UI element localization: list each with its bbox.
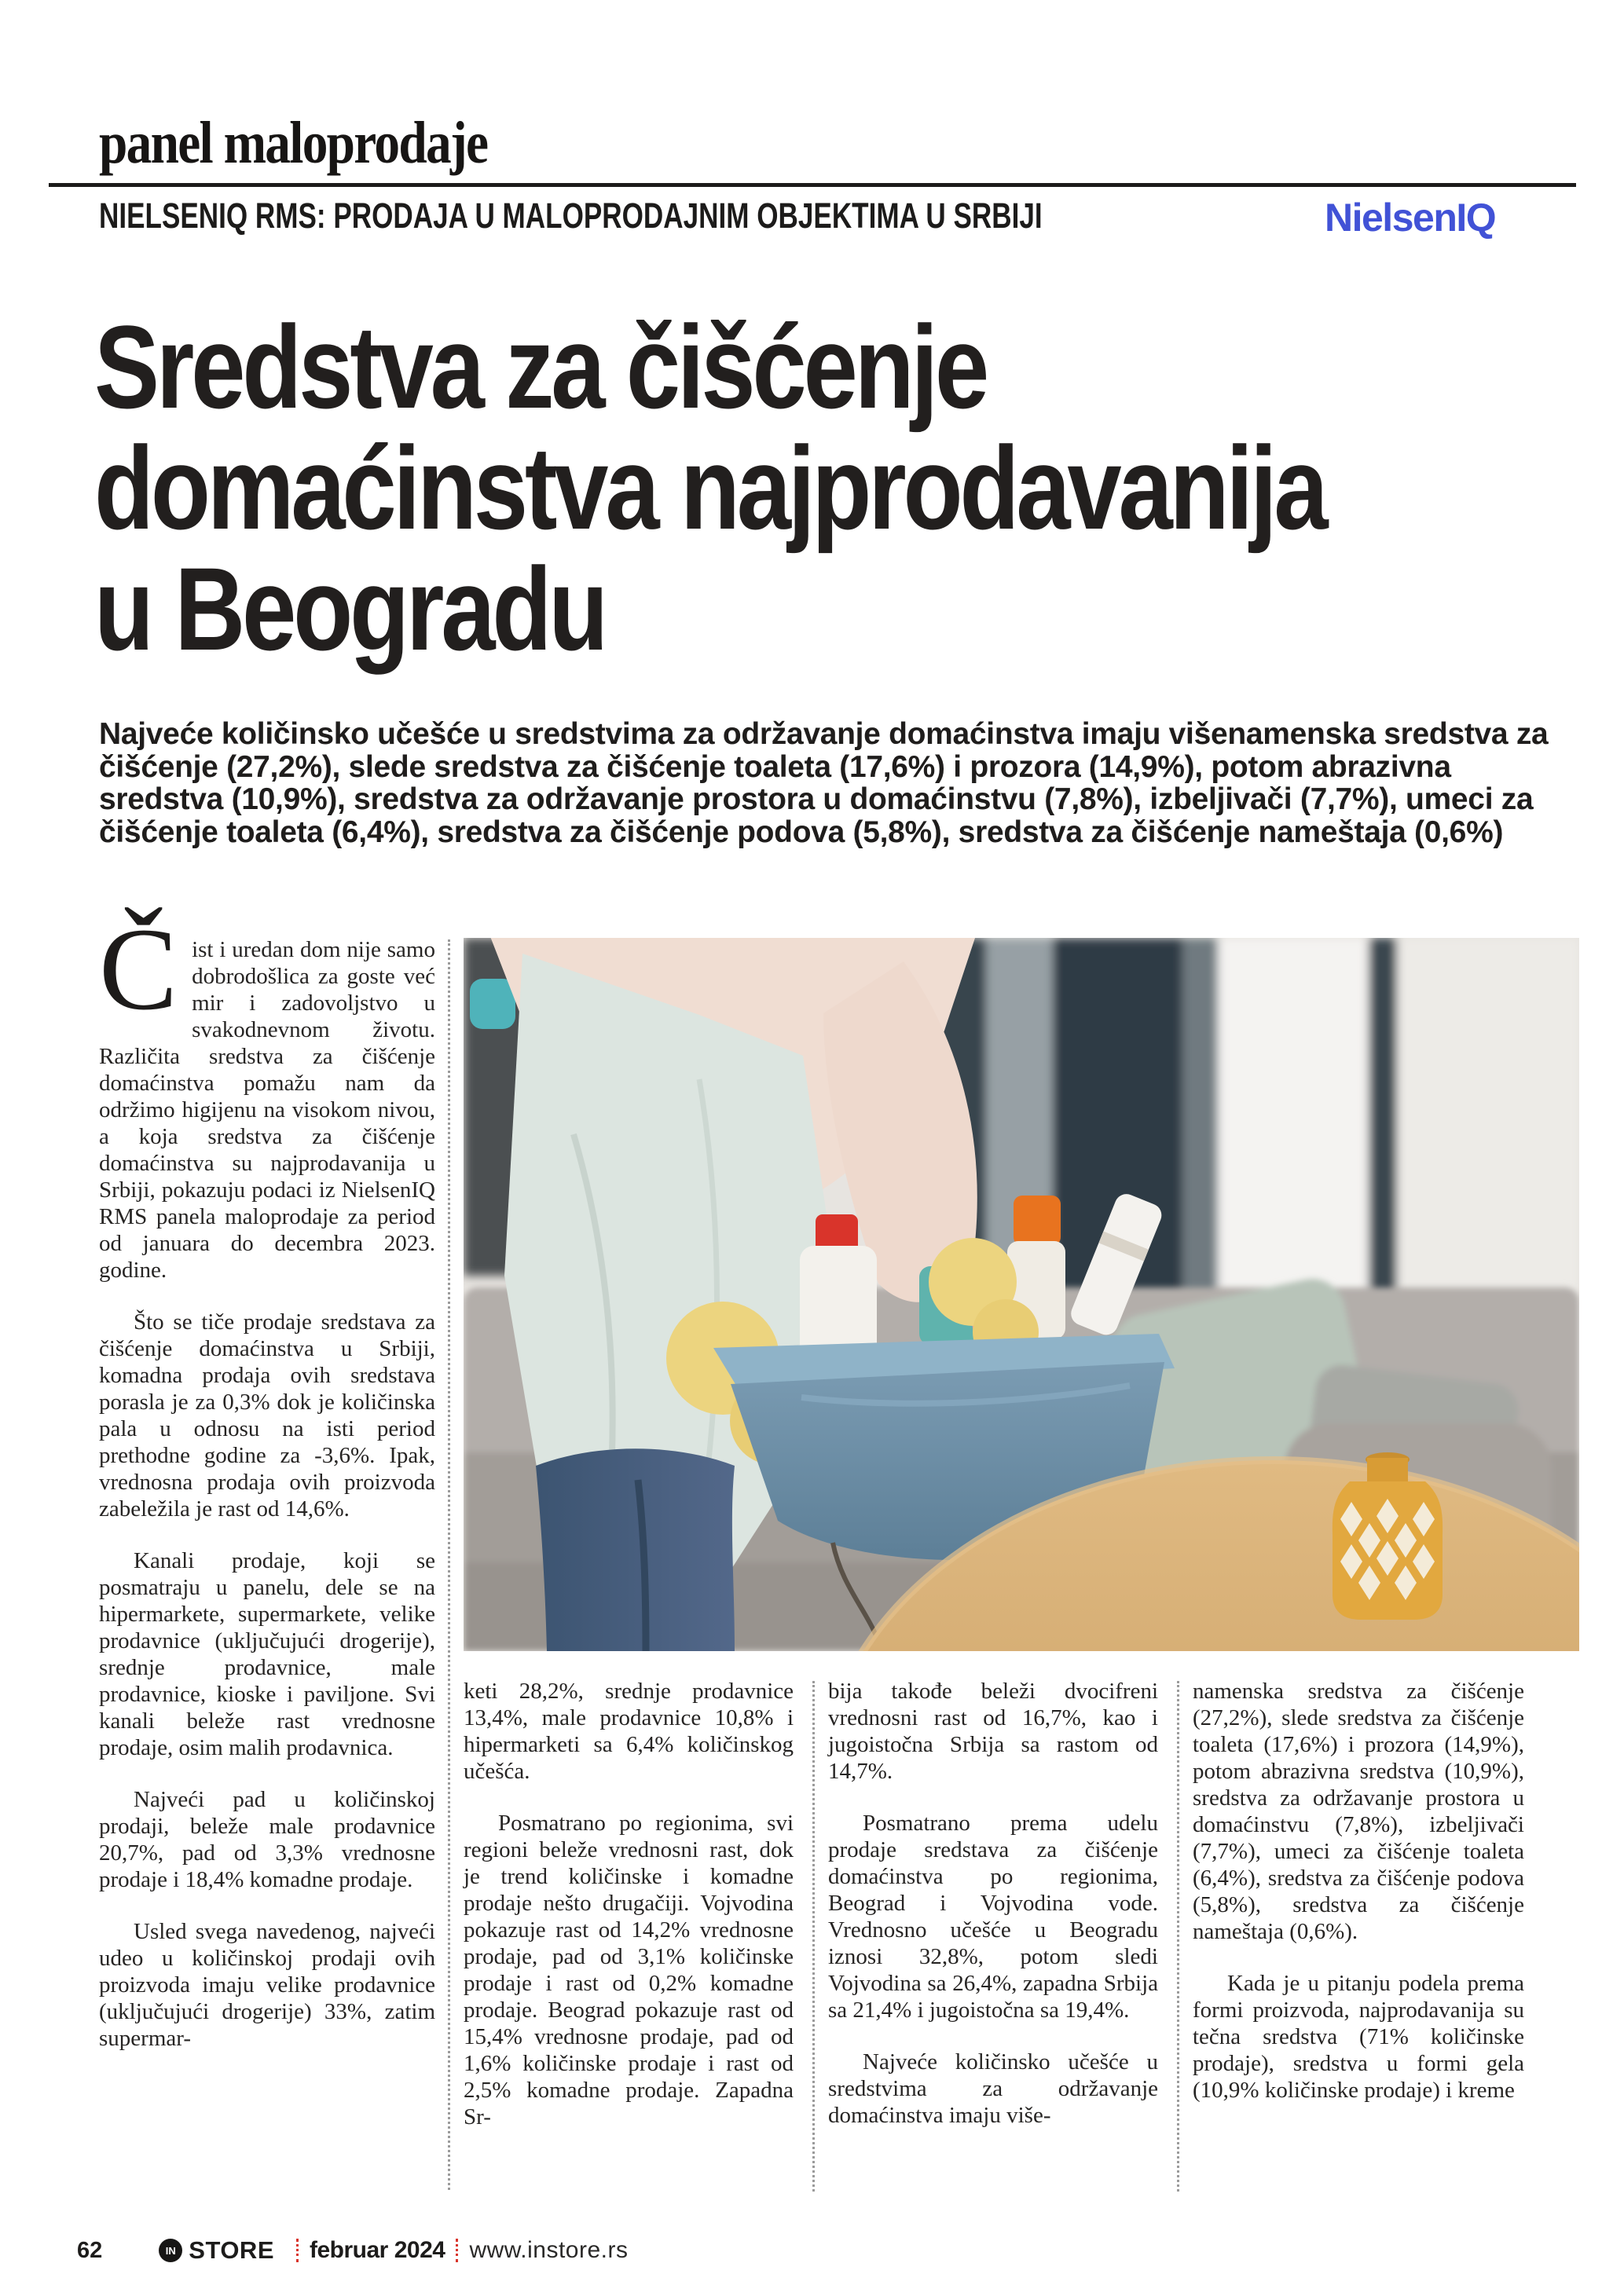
paragraph: bija takođe beleži dvocifreni vrednosni rast od 16,7%, kao i jugoistočna Srbija sa rastom od 14,7%. — [828, 1679, 1158, 1784]
article-column-2 — [464, 1678, 794, 2130]
nielseniq-logo: NielsenIQ — [1325, 196, 1496, 240]
instore-logo-icon: IN — [159, 2239, 182, 2262]
paragraph: Kada je u pitanju podela prema formi proizvoda, najprodavanija su tečna sredstva (71% količinske prodaje), sredstva u formi gela (10,9% količinske prodaje) i kreme — [1193, 1971, 1524, 2103]
article-photo — [464, 938, 1579, 1651]
paragraph — [99, 904, 435, 1283]
paragraph: Najveći pad u količinskoj prodaji, beleže male prodavnice 20,7%, pad od 3,3% vrednosne prodaje i 18,4% komadne prodaje. — [99, 1787, 435, 1892]
paragraph: Kanali prodaje, koji se posmatraju u panelu, dele se na hipermarkete, supermarkete, velike prodavnice (uključujući drogerije), srednje prodavnice, male prodavnice, kioske i paviljone. Svi kanali beleže rast vrednosne prodaje, osim malih prodavnica. — [99, 1548, 435, 1760]
page-footer — [77, 2233, 628, 2268]
column-separator — [1177, 1681, 1179, 2192]
instore-logo-text: STORE — [189, 2236, 274, 2264]
article-kicker: NIELSENIQ RMS: PRODAJA U MALOPRODAJNIM OBJEKTIMA U SRBIJI — [99, 196, 1043, 236]
article-column-3 — [828, 1678, 1158, 2129]
paragraph: namenska sredstva za čišćenje (27,2%), slede sredstva za čišćenje toaleta (17,6%) i prozora (14,9%), potom abrazivna sredstva (10,9%), sredstva za održavanje prostora u domaćinstvu (7,8%), izbeljivači (7,7%), umeci za čišćenje toaleta (6,4%), sredstva za čišćenje podova (5,8%), sredstva za čišćenje nameštaja (0,6%). — [1193, 1679, 1524, 1944]
paragraph-text: ist i uredan dom nije samo dobrodošlica za goste već mir i zadovoljstvo u svakodnevnom životu. Različita sredstva za čišćenje domaćinstva pomažu nam da održimo higijenu na visokom nivou, a koja sredstva za čišćenje domaćinstva su najprodavanija u Srbiji, pokazuju podaci iz NielsenIQ RMS panela maloprodaje za period od januara do decembra 2023. godine. — [99, 937, 435, 1283]
article-column-4 — [1193, 1678, 1524, 2104]
website-url: www.instore.rs — [469, 2237, 629, 2263]
column-separator — [448, 939, 450, 2190]
header-rule — [49, 183, 1576, 187]
article-headline — [94, 301, 1325, 675]
headline-line-1: Sredstva za čišćenje — [94, 301, 987, 433]
paragraph: Posmatrano prema udelu prodaje sredstava za čišćenje domaćinstva po regionima, Beograd i Vojvodina vode. Vrednosno učešće u Beogradu iznosi 32,8%, potom sledi Vojvodina sa 26,4%, zapadna Srbija sa 21,4% i jugoistočna sa 19,4%. — [828, 1811, 1158, 2023]
footer-separator — [456, 2239, 458, 2262]
paragraph: Usled svega navedenog, najveći udeo u količinskoj prodaji ovih proizvoda imaju velike prodavnice (uključujući drogerije) 33%, zatim supermar- — [99, 1919, 435, 2051]
footer-separator — [296, 2239, 299, 2262]
headline-line-3: u Beogradu — [94, 543, 606, 675]
column-separator — [812, 1681, 815, 2192]
page-number: 62 — [77, 2237, 103, 2263]
article-lead: Najveće količinsko učešće u sredstvima za održavanje domaćinstva imaju višenamenska sredstva za čišćenje (27,2%), slede sredstva za čišćenje toaleta (17,6%) i prozora (14,9%), potom abrazivna sredstva (10,9%), sredstva za održavanje prostora u domaćinstvu (7,8%), izbeljivači (7,7%), umeci za čišćenje toaleta (6,4%), sredstva za čišćenje podova (5,8%), sredstva za čišćenje nameštaja (0,6%) — [99, 717, 1549, 849]
paragraph: keti 28,2%, srednje prodavnice 13,4%, male prodavnice 10,8% i hipermarketi sa 6,4% količinskog učešća. — [464, 1679, 794, 1784]
paragraph: Što se tiče prodaje sredstava za čišćenje domaćinstva u Srbiji, komadna prodaja ovih sredstava porasla je za 0,3% dok je količinska pala u odnosu na isti period prethodne godine za -3,6%. Ipak, vrednosna prodaja ovih proizvoda zabeležila je rast od 14,6%. — [99, 1309, 435, 1522]
paragraph: Posmatrano po regionima, svi regioni beleže vrednosni rast, dok je trend količinske i komadne prodaje nešto drugačiji. Vojvodina pokazuje rast od 14,2% vrednosne prodaje, pad od 3,1% količinske prodaje i rast od 0,2% komadne prodaje. Beograd pokazuje rast od 15,4% vrednosne prodaje, pad od 1,6% količinske prodaje i rast od 2,5% komadne prodaje. Zapadna Sr- — [464, 1811, 794, 2129]
issue-date: februar 2024 — [310, 2237, 445, 2263]
photo-illustration — [464, 938, 1579, 1651]
white-bottle — [800, 1246, 877, 1360]
orange-spray-cap — [1014, 1196, 1061, 1246]
paragraph: Najveće količinsko učešće u sredstvima za održavanje domaćinstva imaju više- — [828, 2049, 1158, 2128]
article-column-1 — [99, 904, 435, 2052]
teal-cap — [470, 979, 515, 1029]
jeans — [536, 1448, 735, 1651]
section-title: panel maloprodaje — [99, 110, 488, 176]
drop-cap: Č — [99, 904, 178, 1034]
headline-line-2: domaćinstva najprodavanija — [94, 422, 1325, 554]
